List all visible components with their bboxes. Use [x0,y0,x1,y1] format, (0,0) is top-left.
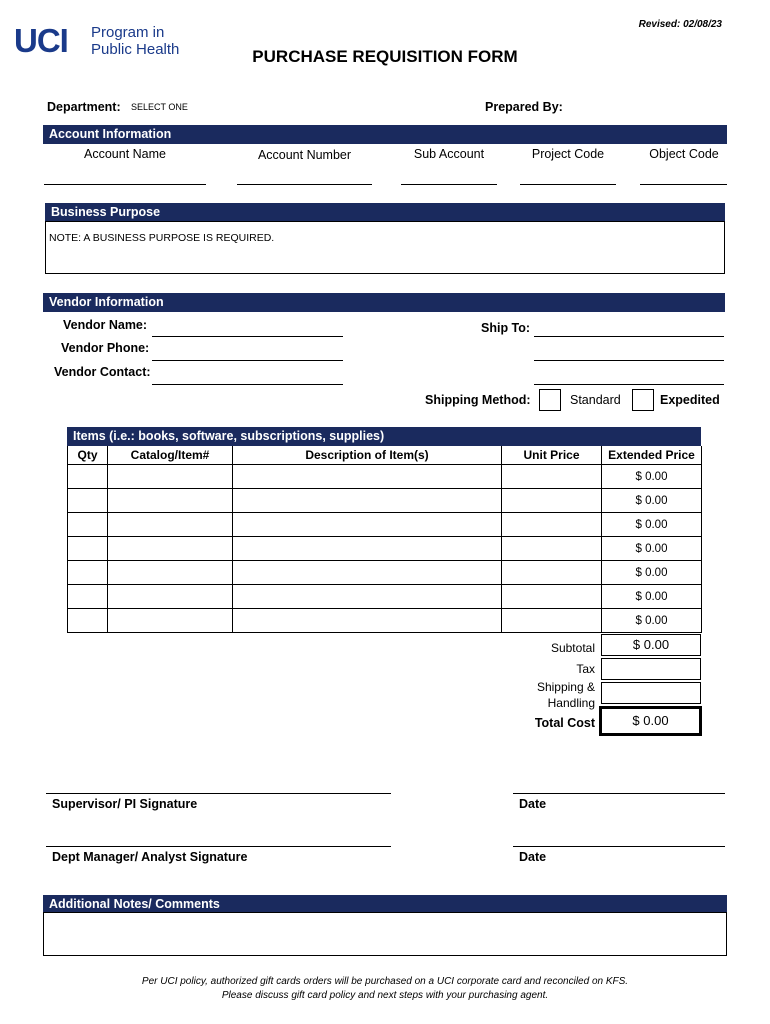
account-number-label: Account Number [257,148,352,162]
catalog-cell[interactable] [108,465,233,489]
vendor-information-header: Vendor Information [43,293,725,312]
vendor-contact-field[interactable] [152,384,343,385]
catalog-cell[interactable] [108,561,233,585]
standard-checkbox[interactable] [539,389,561,411]
prepared-by-label: Prepared By: [485,100,563,114]
description-cell[interactable] [233,609,502,633]
sub-account-field[interactable] [401,184,497,185]
catalog-cell[interactable] [108,585,233,609]
account-number-field[interactable] [237,184,372,185]
department-select[interactable]: SELECT ONE [131,102,188,112]
items-header-row [68,446,702,465]
unit-price-cell[interactable] [502,585,602,609]
logo-mark: UCI [14,22,68,59]
vendor-phone-field[interactable] [152,360,343,361]
catalog-cell[interactable] [108,609,233,633]
vendor-phone-label: Vendor Phone: [61,341,150,355]
description-column-header: Description of Item(s) [233,446,502,465]
catalog-cell[interactable] [108,537,233,561]
ship-to-label: Ship To: [481,321,531,335]
qty-cell[interactable] [68,537,108,561]
table-row [68,537,702,561]
supervisor-date-field[interactable] [513,793,725,794]
ship-to-field-3[interactable] [534,384,724,385]
items-header: Items (i.e.: books, software, subscriptions, supplies) [67,427,701,446]
table-row [68,465,702,489]
account-information-header: Account Information [43,125,727,144]
manager-signature-label: Dept Manager/ Analyst Signature [52,850,248,864]
manager-date-field[interactable] [513,846,725,847]
extended-price-cell: $ 0.00 [602,489,702,513]
manager-signature-field[interactable] [46,846,391,847]
subtotal-label: Subtotal [550,641,595,655]
qty-cell[interactable] [68,465,108,489]
qty-cell[interactable] [68,489,108,513]
extended-price-cell: $ 0.00 [602,537,702,561]
qty-cell[interactable] [68,513,108,537]
qty-cell[interactable] [68,561,108,585]
description-cell[interactable] [233,489,502,513]
account-name-label: Account Name [84,147,166,161]
additional-notes-header: Additional Notes/ Comments [43,895,727,913]
shipping-handling-field[interactable] [601,682,701,704]
shipping-label-line-1: Shipping & [536,680,595,694]
vendor-name-label: Vendor Name: [63,318,148,332]
object-code-field[interactable] [640,184,727,185]
business-purpose-field[interactable] [45,221,725,274]
vendor-contact-label: Vendor Contact: [54,365,151,379]
unit-price-cell[interactable] [502,513,602,537]
extended-price-cell: $ 0.00 [602,465,702,489]
total-cost-value [599,706,702,736]
tax-field[interactable] [601,658,701,680]
shipping-method-label: Shipping Method: [425,393,531,407]
total-cost-label: Total Cost [534,716,595,730]
project-code-label: Project Code [531,147,605,161]
table-row [68,609,702,633]
unit-price-cell[interactable] [502,561,602,585]
total-cost-amount: $ 0.00 [632,713,669,728]
table-row [68,561,702,585]
ship-to-field-2[interactable] [534,360,724,361]
additional-notes-field[interactable] [43,912,727,956]
footer-policy-line-2: Please discuss gift card policy and next steps with your purchasing agent. [221,990,549,1001]
business-purpose-header: Business Purpose [45,203,725,222]
description-cell[interactable] [233,465,502,489]
subtotal-value [601,634,701,656]
extended-price-cell: $ 0.00 [602,561,702,585]
table-row [68,585,702,609]
ship-to-field-1[interactable] [534,336,724,337]
supervisor-signature-label: Supervisor/ PI Signature [52,797,198,811]
table-row [68,489,702,513]
description-cell[interactable] [233,585,502,609]
unit-price-cell[interactable] [502,465,602,489]
table-row [68,513,702,537]
unit-price-cell[interactable] [502,489,602,513]
department-label: Department: [47,100,121,114]
catalog-cell[interactable] [108,489,233,513]
vendor-name-field[interactable] [152,336,343,337]
revised-date: Revised: 02/08/23 [638,19,722,30]
manager-date-label: Date [519,850,547,864]
unit-price-cell[interactable] [502,609,602,633]
logo-line-2: Public Health [91,41,180,58]
catalog-cell[interactable] [108,513,233,537]
account-name-field[interactable] [44,184,206,185]
description-cell[interactable] [233,561,502,585]
qty-column-header: Qty [68,446,108,465]
extended-price-cell: $ 0.00 [602,609,702,633]
description-cell[interactable] [233,537,502,561]
extended-price-column-header: Extended Price [602,446,702,465]
project-code-field[interactable] [520,184,616,185]
subtotal-amount: $ 0.00 [632,637,670,652]
expedited-checkbox[interactable] [632,389,654,411]
expedited-label: Expedited [660,393,720,407]
standard-label: Standard [570,393,621,407]
extended-price-cell: $ 0.00 [602,513,702,537]
qty-cell[interactable] [68,585,108,609]
shipping-label-line-2: Handling [547,696,595,710]
qty-cell[interactable] [68,609,108,633]
logo-line-1: Program in [91,24,165,41]
extended-price-cell: $ 0.00 [602,585,702,609]
sub-account-label: Sub Account [413,147,485,161]
business-purpose-note: NOTE: A BUSINESS PURPOSE IS REQUIRED. [49,232,275,244]
unit-price-cell[interactable] [502,537,602,561]
items-table [67,446,702,633]
object-code-label: Object Code [649,147,719,161]
supervisor-date-label: Date [519,797,547,811]
unit-price-column-header: Unit Price [502,446,602,465]
description-cell[interactable] [233,513,502,537]
supervisor-signature-field[interactable] [46,793,391,794]
page-title: PURCHASE REQUISITION FORM [252,47,518,66]
tax-label: Tax [576,662,595,676]
catalog-column-header: Catalog/Item# [108,446,233,465]
footer-policy-line-1: Per UCI policy, authorized gift cards orders will be purchased on a UCI corporate card and reconciled on KFS. [141,976,629,987]
